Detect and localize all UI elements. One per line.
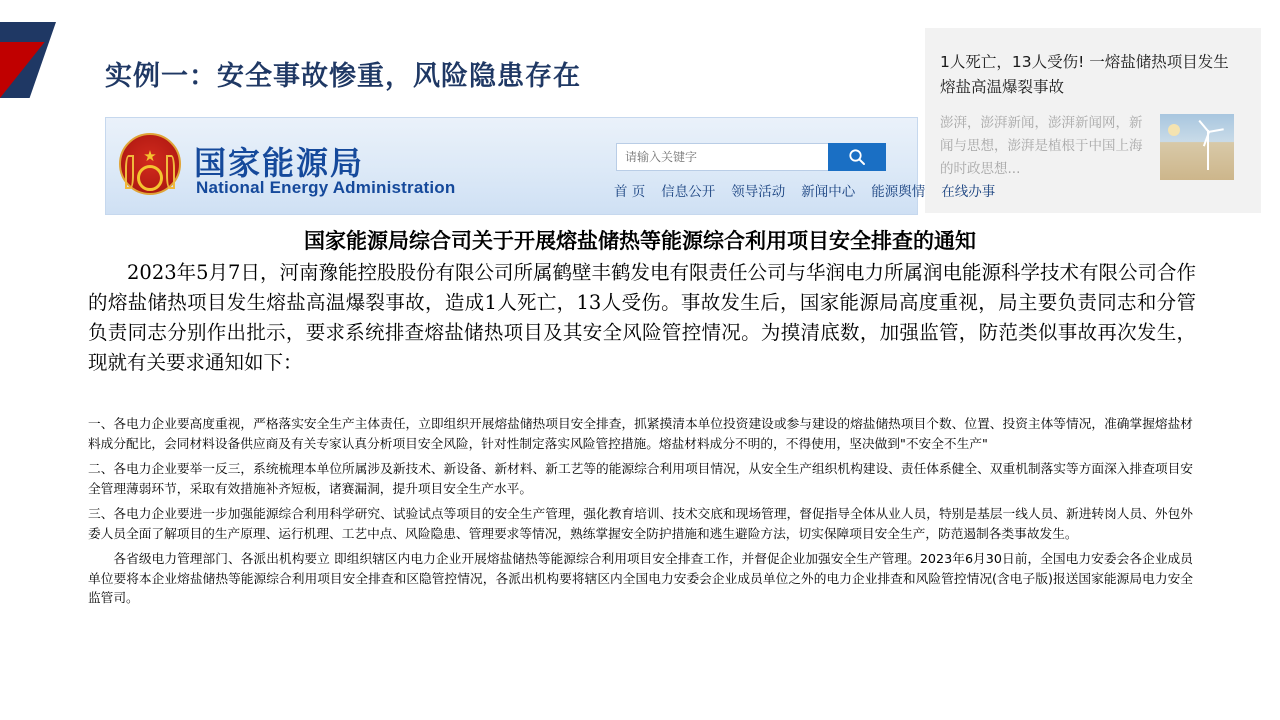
nav-item-online-service[interactable]: 在线办事 bbox=[941, 184, 996, 200]
wheat-left-shape bbox=[125, 155, 134, 189]
national-emblem-icon bbox=[119, 133, 181, 195]
news-summary: 澎湃，澎湃新闻，澎湃新闻网，新闻与思想，澎湃是植根于中国上海的时政思想... bbox=[940, 115, 1143, 177]
search-button[interactable] bbox=[828, 143, 886, 171]
document-paragraph-1: 一、各电力企业要高度重视，严格落实安全生产主体责任，立即组织开展熔盐储热项目安全排查，抓紧摸清本单位投资建设或参与建设的熔盐储热项目个数、位置、投资主体等情况，准确掌握熔盐材料成分配比，会同材料设备供应商及有关专家认真分析项目安全风险，针对性制定落实风险管控措施。熔盐材料成分不明的，不得使用，坚决做到"不安全不生产" bbox=[88, 416, 1193, 451]
nav-item-info-disclosure[interactable]: 信息公开 bbox=[661, 184, 716, 200]
nav-item-home[interactable]: 首 页 bbox=[614, 184, 646, 200]
news-card-body bbox=[940, 112, 1246, 181]
news-card-content bbox=[940, 50, 1246, 181]
document-lead-paragraph: 2023年5月7日，河南豫能控股股份有限公司所属鹤壁丰鹤发电有限责任公司与华润电力所属润电能源科学技术有限公司合作的熔盐储热项目发生熔盐高温爆裂事故，造成1人死亡，13人受伤。事故发生后，国家能源局高度重视，局主要负责同志和分管负责同志分别作出批示，要求系统排查熔盐储热项目及其安全风险管控情况。为摸清底数，加强监管，防范类似事故再次发生，现就有关要求通知如下： bbox=[88, 261, 1196, 374]
news-thumbnail-image bbox=[1160, 114, 1234, 180]
search-input[interactable] bbox=[616, 143, 828, 171]
document-paragraph-2: 二、各电力企业要举一反三，系统梳理本单位所属涉及新技术、新设备、新材料、新工艺等的能源综合利用项目情况，从安全生产组织机构建设、责任体系健全、双重机制落实等方面深入排查项目安全管理薄弱环节，采取有效措施补齐短板，诸赛漏洞，提升项目安全生产水平。 bbox=[88, 461, 1193, 496]
turbine-blade-shape bbox=[1209, 129, 1224, 133]
wheat-right-shape bbox=[166, 155, 175, 189]
nea-title-chinese: 国家能源局 bbox=[194, 144, 365, 182]
decorative-corner-flag bbox=[0, 22, 74, 98]
document-title: 国家能源局综合司关于开展熔盐储热等能源综合利用项目安全排查的通知 bbox=[304, 228, 976, 253]
nea-website-banner bbox=[105, 117, 996, 215]
page-title: 实例一：安全事故惨重，风险隐患存在 bbox=[105, 61, 581, 91]
gear-icon bbox=[137, 165, 163, 191]
site-nav[interactable] bbox=[614, 180, 995, 200]
site-search[interactable] bbox=[616, 143, 886, 171]
star-icon: ★ bbox=[143, 148, 157, 165]
document-body bbox=[88, 414, 1193, 614]
news-headline: 1人死亡，13人受伤! 一熔盐储热项目发生熔盐高温爆裂事故 bbox=[940, 53, 1229, 96]
nav-item-energy-opinion[interactable]: 能源舆情 bbox=[871, 184, 926, 200]
nea-title-english: National Energy Administration bbox=[196, 178, 456, 197]
sun-shape bbox=[1168, 124, 1180, 136]
nav-item-leader-activities[interactable]: 领导活动 bbox=[731, 184, 786, 200]
search-icon bbox=[847, 147, 867, 167]
document-paragraph-3: 三、各电力企业要进一步加强能源综合利用科学研究、试验试点等项目的安全生产管理，强化教育培训、技术交底和现场管理，督促指导全体从业人员，特别是基层一线人员、新进转岗人员、外包外委人员全面了解项目的生产原理、运行机理、工艺中点、风险隐患、管理要求等情况，熟练掌握安全防护措施和逃生避险方法，切实保障项目安全生产，防范遏制各类事故发生。 bbox=[88, 506, 1193, 541]
nav-item-news-center[interactable]: 新闻中心 bbox=[801, 184, 856, 200]
document-closing-paragraph: 各省级电力管理部门、各派出机构要立 即组织辖区内电力企业开展熔盐储热等能源综合利用项目安全排查工作，并督促企业加强安全生产管理。2023年6月30日前，全国电力安委会各企业成员单位要将本企业熔盐储热等能源综合利用项目安全排查和区隐管控情况，各派出机构要将辖区内全国电力安委会企业成员单位之外的电力企业排查和风险管控情况(含电子版)报送国家能源局电力安全监管司。 bbox=[88, 551, 1193, 605]
